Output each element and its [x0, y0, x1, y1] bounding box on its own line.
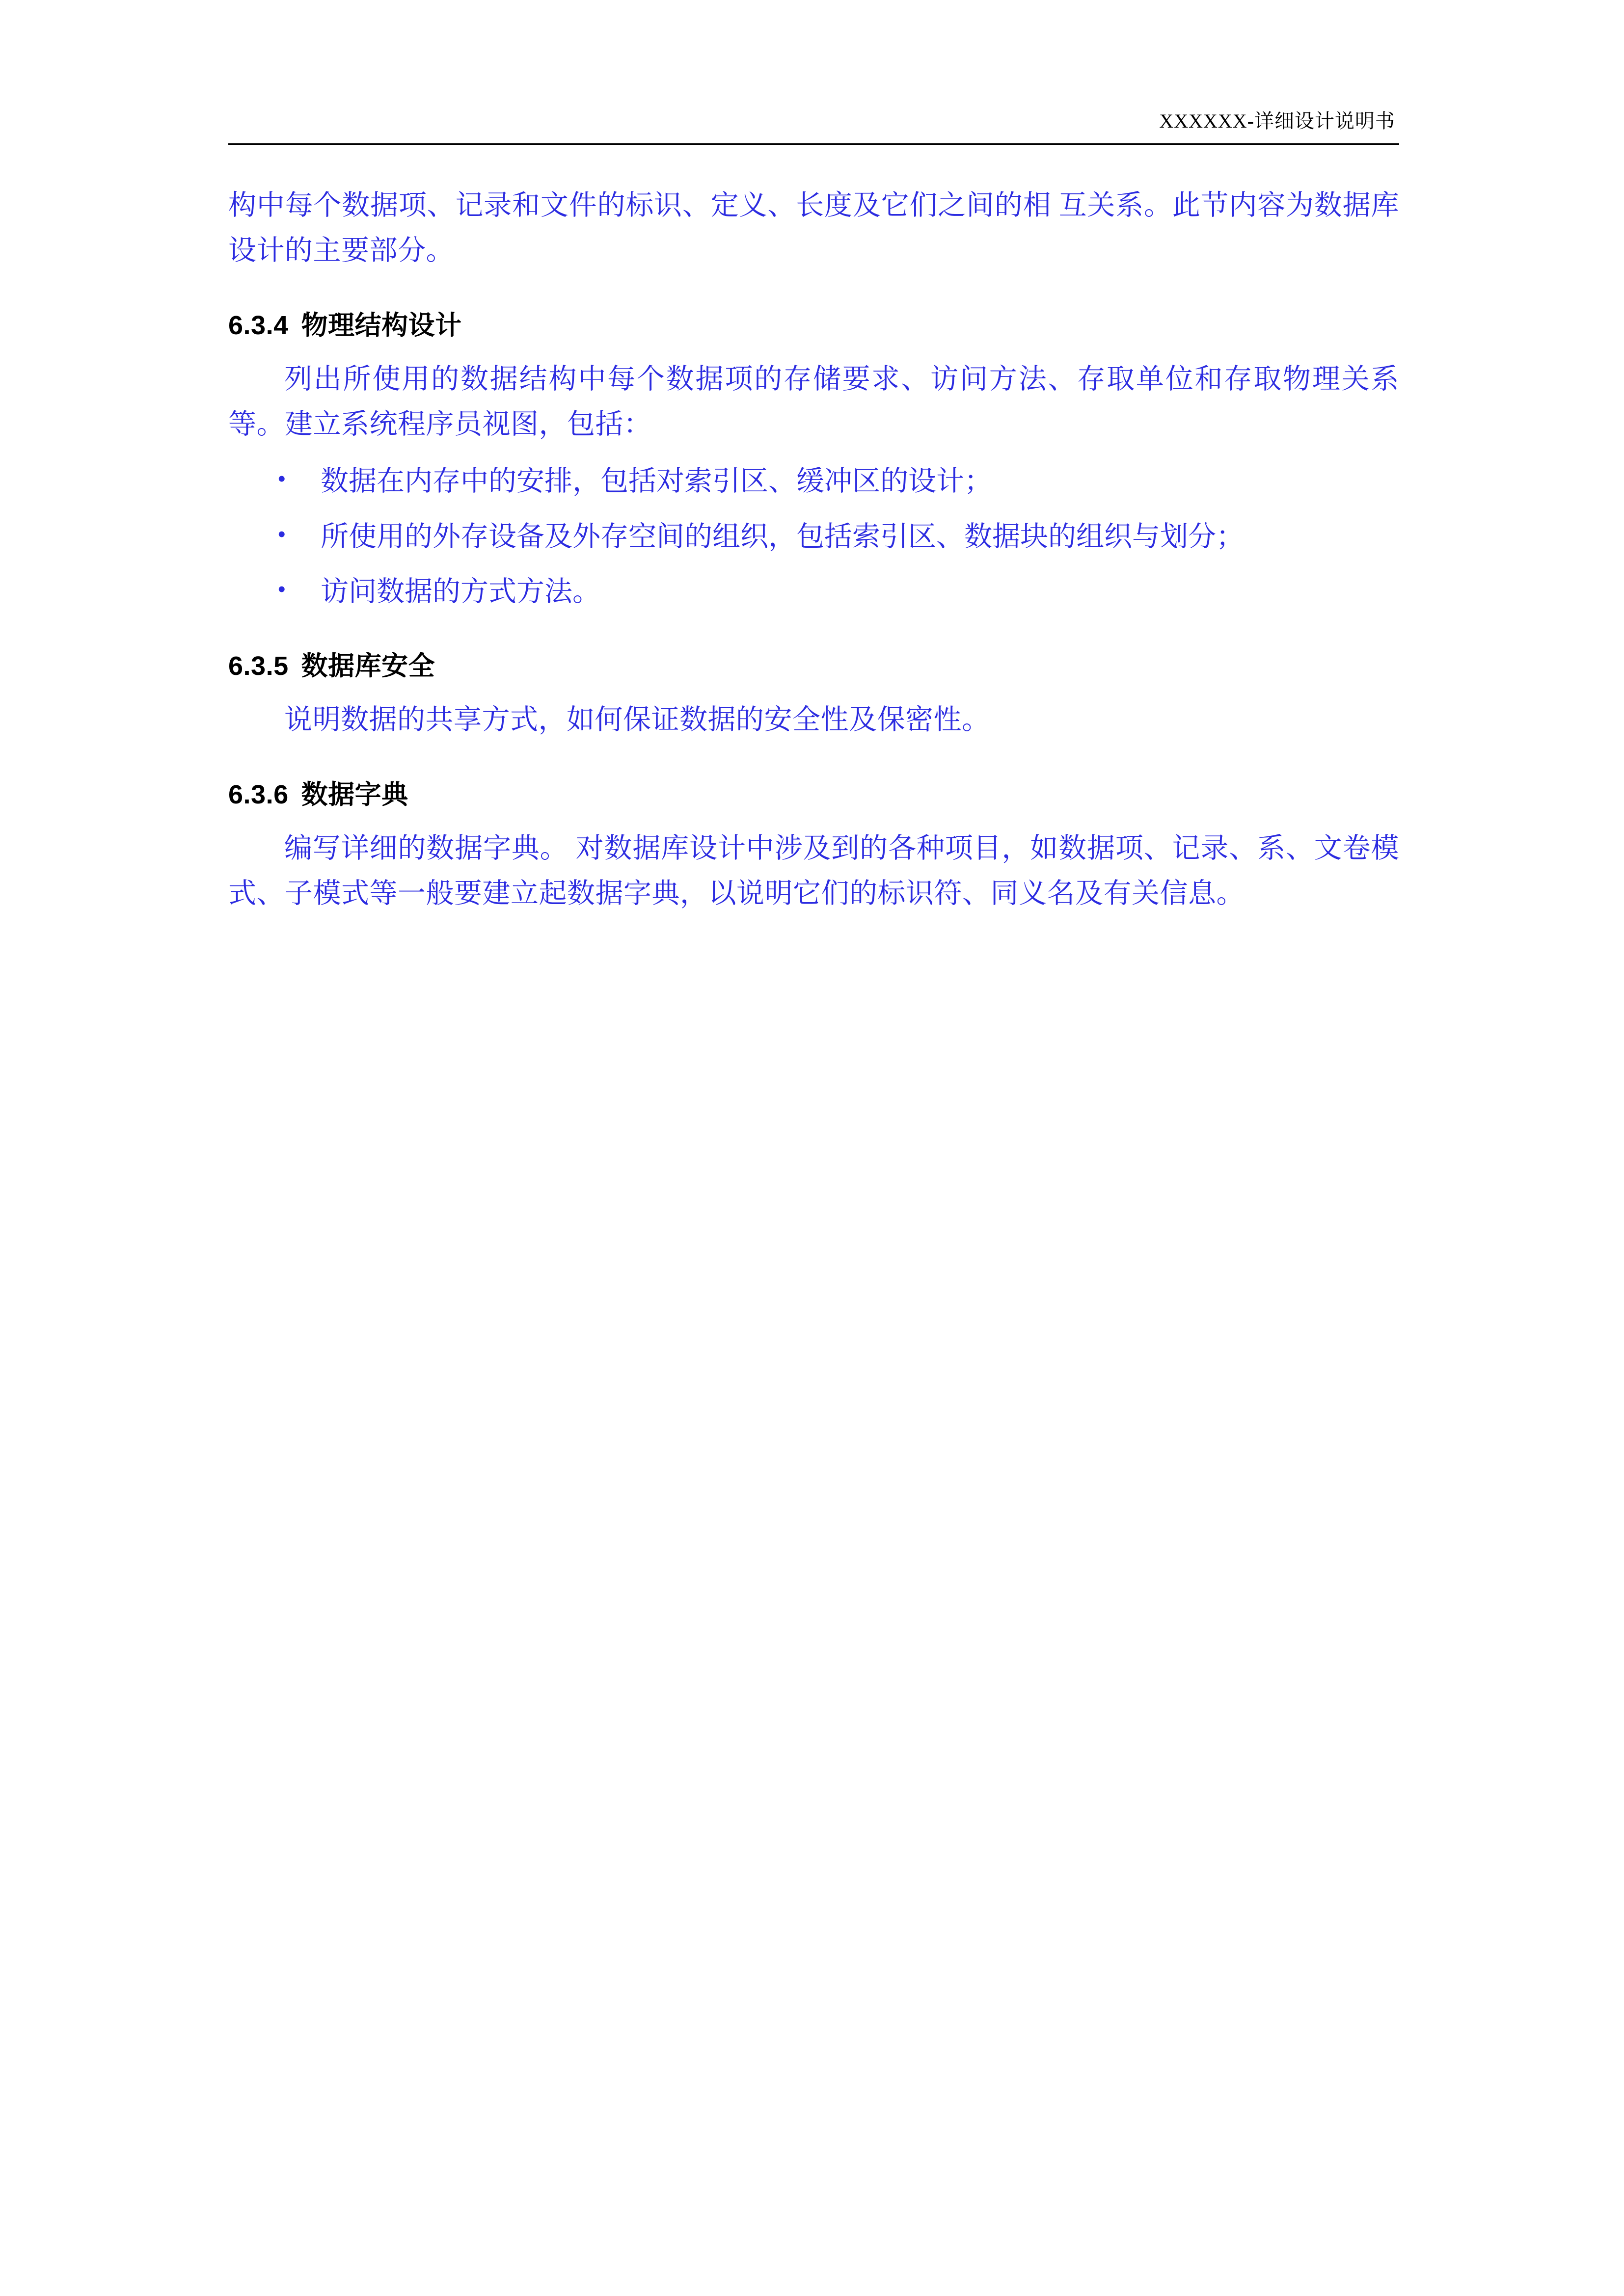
- section-paragraph-635: 说明数据的共享方式，如何保证数据的安全性及保密性。: [284, 704, 990, 736]
- section-title-636: 数据字典: [301, 779, 408, 809]
- section-heading-636: [228, 774, 1399, 811]
- continued-paragraph-line-2: 互关系。此节内容为数据库设计的主要部分。: [228, 190, 1400, 267]
- header-title: XXXXXX-详细设计说明书: [1159, 110, 1395, 132]
- section-number-635: 6.3.5: [228, 651, 289, 681]
- list-item: [228, 569, 1399, 614]
- page-header: [228, 0, 1399, 145]
- section-heading-634: [228, 304, 1399, 342]
- list-item-text: 数据在内存中的安排，包括对索引区、缓冲区的设计；: [321, 466, 992, 497]
- bullet-marker-icon: •: [277, 520, 286, 548]
- section-heading-635: [228, 645, 1399, 683]
- bullet-marker-icon: •: [277, 575, 286, 603]
- section-title-635: 数据库安全: [301, 651, 435, 681]
- section-bullet-list-634: [228, 459, 1399, 614]
- bullet-marker-icon: •: [277, 465, 286, 493]
- document-body: [228, 183, 1399, 916]
- list-item-text: 访问数据的方式方法。: [321, 576, 600, 607]
- list-item: [228, 459, 1399, 504]
- page-content-area: [228, 0, 1399, 916]
- header-divider: [228, 143, 1399, 145]
- list-item: [228, 514, 1399, 560]
- continued-paragraph-line-1: 构中每个数据项、记录和文件的标识、定义、长度及它们之间的相: [228, 190, 1052, 221]
- continued-paragraph: [228, 183, 1399, 274]
- section-paragraph-634: 列出所使用的数据结构中每个数据项的存储要求、访问方法、存取单位和存取物理关系等。建立系统程序员视图，包括：: [228, 363, 1399, 440]
- section-paragraph-636: 编写详细的数据字典。 对数据库设计中涉及到的各种项目，如数据项、记录、系、文卷模式、子模式等一般要建立起数据字典，以说明它们的标识符、同义名及有关信息。: [228, 832, 1399, 909]
- section-number-636: 6.3.6: [228, 779, 289, 809]
- list-item-text: 所使用的外存设备及外存空间的组织，包括索引区、数据块的组织与划分；: [321, 521, 1244, 552]
- section-number-634: 6.3.4: [228, 310, 289, 340]
- section-title-634: 物理结构设计: [301, 310, 462, 340]
